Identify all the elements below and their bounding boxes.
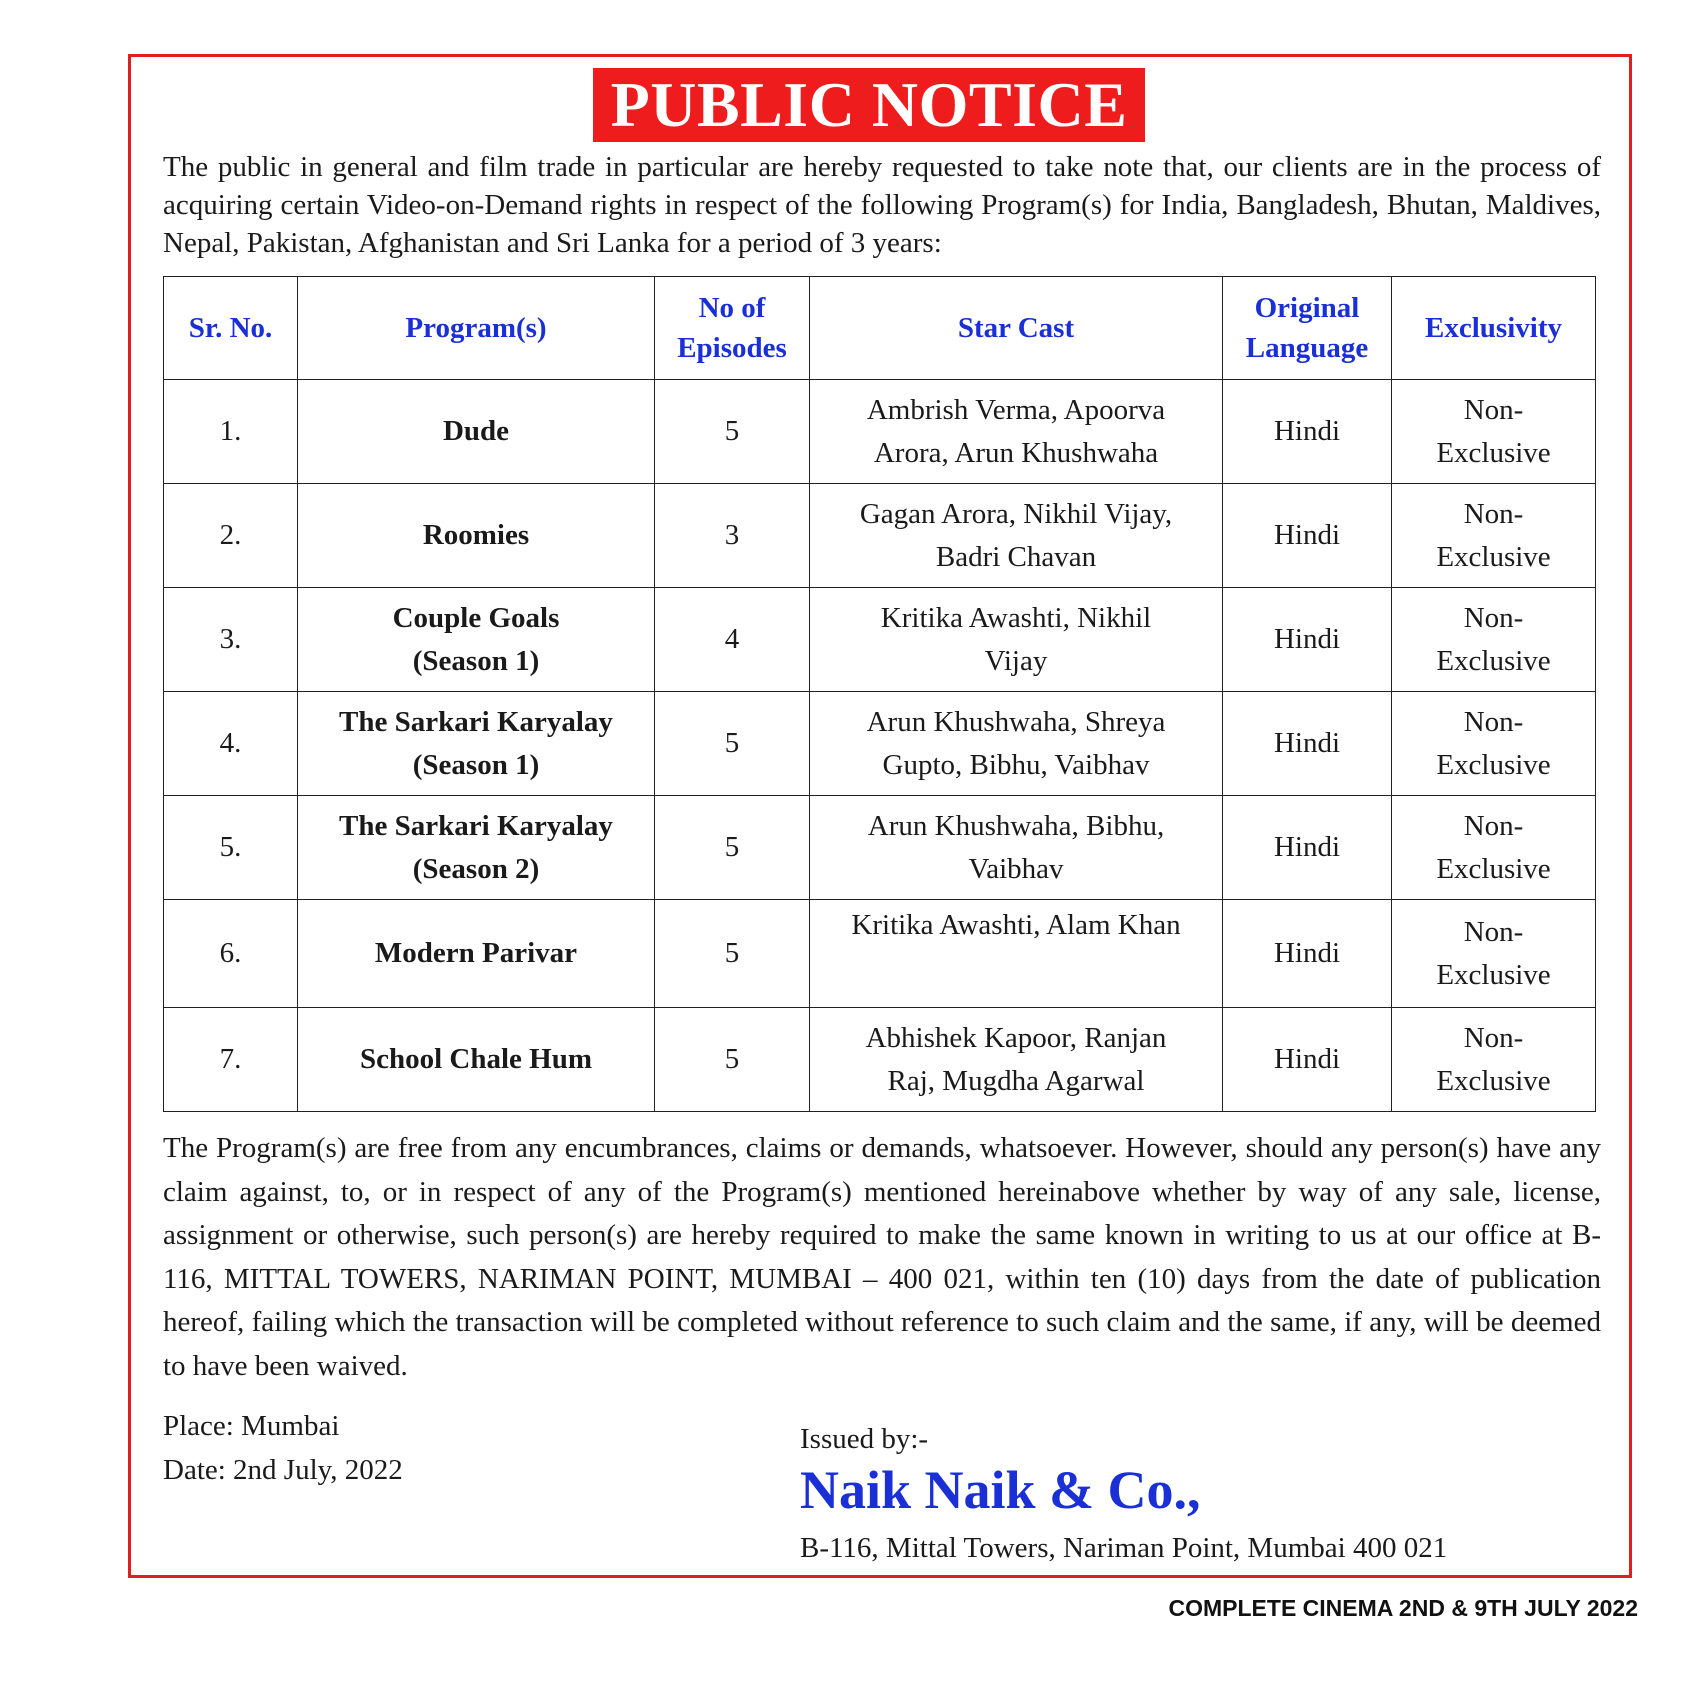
cell-episodes: 5	[655, 796, 810, 900]
cell-star-cast: Kritika Awashti, Alam Khan	[810, 900, 1223, 1008]
cell-star-cast: Kritika Awashti, Nikhil Vijay	[810, 588, 1223, 692]
cell-star-cast: Gagan Arora, Nikhil Vijay, Badri Chavan	[810, 484, 1223, 588]
cell-sr-no: 3.	[164, 588, 298, 692]
notice-title: PUBLIC NOTICE	[610, 69, 1128, 140]
issued-by-label: Issued by:-	[800, 1423, 929, 1455]
cell-language: Hindi	[1223, 796, 1392, 900]
table-header-row	[164, 277, 1596, 380]
table-row	[164, 796, 1596, 900]
header-language: Original Language	[1223, 277, 1392, 380]
cell-program: Roomies	[298, 484, 655, 588]
cell-program: School Chale Hum	[298, 1008, 655, 1112]
cell-episodes: 5	[655, 1008, 810, 1112]
table-row	[164, 1008, 1596, 1112]
cell-exclusivity: Non- Exclusive	[1392, 588, 1596, 692]
cell-language: Hindi	[1223, 380, 1392, 484]
cell-program: Couple Goals (Season 1)	[298, 588, 655, 692]
cell-exclusivity: Non- Exclusive	[1392, 796, 1596, 900]
date-line: Date: 2nd July, 2022	[163, 1454, 403, 1486]
table-row	[164, 380, 1596, 484]
cell-star-cast: Arun Khushwaha, Bibhu, Vaibhav	[810, 796, 1223, 900]
cell-language: Hindi	[1223, 588, 1392, 692]
closing-paragraph: The Program(s) are free from any encumbrances, claims or demands, whatsoever. However, should any person(s) have any claim against, to, or in respect of any of the Program(s) mentioned hereinabove whether by way of any sale, license, assignment or otherwise, such person(s) are hereby required to make the same known in writing to us at our office at B-116, MITTAL TOWERS, NARIMAN POINT, MUMBAI – 400 021, within ten (10) days from the date of publication hereof, failing which the transaction will be completed without reference to such claim and the same, if any, will be deemed to have been waived.	[163, 1132, 1601, 1382]
cell-sr-no: 6.	[164, 900, 298, 1008]
cell-star-cast: Ambrish Verma, Apoorva Arora, Arun Khushwaha	[810, 380, 1223, 484]
firm-address: B-116, Mittal Towers, Nariman Point, Mumbai 400 021	[800, 1532, 1448, 1564]
table-row	[164, 900, 1596, 1008]
cell-exclusivity: Non- Exclusive	[1392, 900, 1596, 1008]
table-row	[164, 692, 1596, 796]
header-star-cast: Star Cast	[810, 277, 1223, 380]
header-sr-no: Sr. No.	[164, 277, 298, 380]
table-row	[164, 588, 1596, 692]
header-episodes: No of Episodes	[655, 277, 810, 380]
cell-sr-no: 1.	[164, 380, 298, 484]
cell-exclusivity: Non- Exclusive	[1392, 380, 1596, 484]
cell-star-cast: Arun Khushwaha, Shreya Gupto, Bibhu, Vaibhav	[810, 692, 1223, 796]
cell-sr-no: 4.	[164, 692, 298, 796]
cell-exclusivity: Non- Exclusive	[1392, 692, 1596, 796]
cell-program: Modern Parivar	[298, 900, 655, 1008]
cell-exclusivity: Non- Exclusive	[1392, 484, 1596, 588]
cell-program: Dude	[298, 380, 655, 484]
cell-program: The Sarkari Karyalay (Season 1)	[298, 692, 655, 796]
cell-sr-no: 7.	[164, 1008, 298, 1112]
programs-table	[163, 276, 1596, 1112]
cell-episodes: 5	[655, 900, 810, 1008]
cell-star-cast: Abhishek Kapoor, Ranjan Raj, Mugdha Agarwal	[810, 1008, 1223, 1112]
cell-exclusivity: Non- Exclusive	[1392, 1008, 1596, 1112]
publication-footer: COMPLETE CINEMA 2ND & 9TH JULY 2022	[1168, 1595, 1638, 1621]
intro-paragraph: The public in general and film trade in particular are hereby requested to take note that, our clients are in the process of acquiring certain Video-on-Demand rights in respect of the following Program(s) for India, Bangladesh, Bhutan, Maldives, Nepal, Pakistan, Afghanistan and Sri Lanka for a period of 3 years:	[163, 151, 1601, 259]
cell-program: The Sarkari Karyalay (Season 2)	[298, 796, 655, 900]
cell-sr-no: 5.	[164, 796, 298, 900]
cell-language: Hindi	[1223, 1008, 1392, 1112]
place-line: Place: Mumbai	[163, 1410, 340, 1442]
cell-sr-no: 2.	[164, 484, 298, 588]
cell-language: Hindi	[1223, 484, 1392, 588]
cell-language: Hindi	[1223, 900, 1392, 1008]
cell-episodes: 5	[655, 692, 810, 796]
cell-episodes: 3	[655, 484, 810, 588]
header-programs: Program(s)	[298, 277, 655, 380]
notice-title-banner	[593, 68, 1145, 142]
header-exclusivity: Exclusivity	[1392, 277, 1596, 380]
cell-language: Hindi	[1223, 692, 1392, 796]
cell-episodes: 4	[655, 588, 810, 692]
firm-name: Naik Naik & Co.,	[800, 1460, 1201, 1520]
table-row	[164, 484, 1596, 588]
cell-episodes: 5	[655, 380, 810, 484]
